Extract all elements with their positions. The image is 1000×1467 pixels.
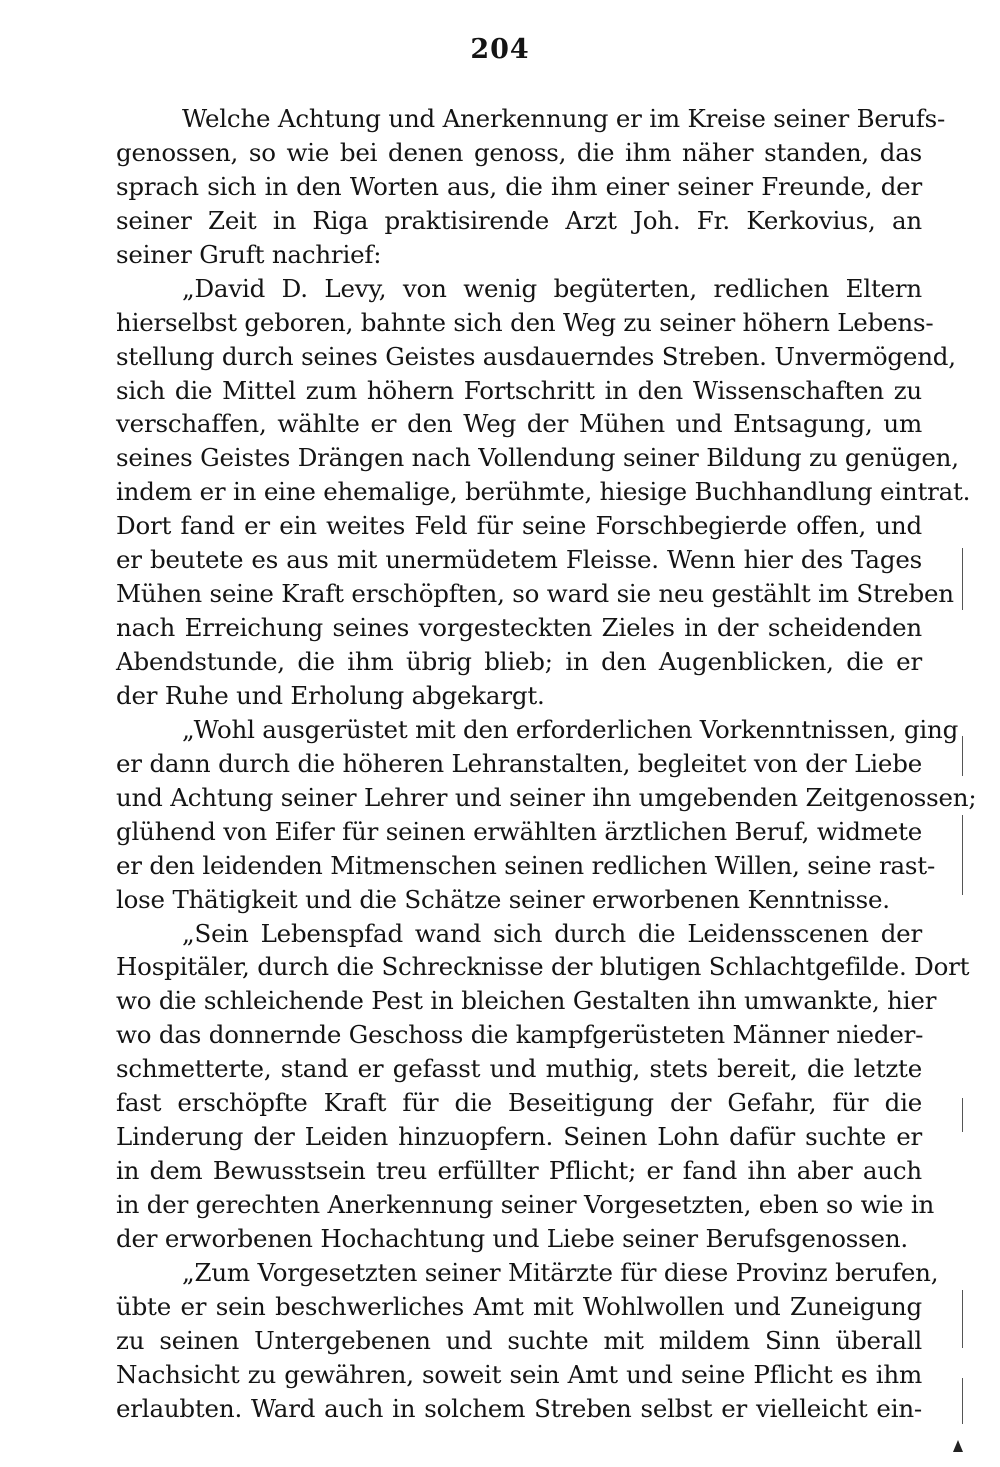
text-line: und Achtung seiner Lehrer und seiner ihn umgebenden Zeitgenossen;	[116, 782, 977, 812]
scan-margin-mark	[962, 1290, 963, 1348]
text-line: genossen, so wie bei denen genoss, die ihm näher standen, das	[116, 137, 922, 167]
text-line: „David D. Levy, von wenig begüterten, redlichen Eltern	[182, 273, 922, 303]
text-line: erlaubten. Ward auch in solchem Streben selbst er vielleicht ein-	[116, 1393, 922, 1423]
scan-margin-mark	[962, 736, 963, 776]
text-line: sprach sich in den Worten aus, die ihm einer seiner Freunde, der	[116, 171, 922, 201]
body-text	[116, 102, 977, 1426]
text-line: wo das donnernde Geschoss die kampfgerüsteten Männer nieder-	[116, 1020, 924, 1050]
text-line: lose Thätigkeit und die Schätze seiner erworbenen Kenntnisse.	[116, 884, 890, 914]
text-line: Nachsicht zu gewähren, soweit sein Amt und seine Pflicht es ihm	[116, 1359, 922, 1389]
text-line: Linderung der Leiden hinzuopfern. Seinen Lohn dafür suchte er	[116, 1122, 922, 1152]
scan-margin-mark	[962, 1378, 963, 1424]
scan-corner-mark	[953, 1440, 963, 1452]
text-line: Mühen seine Kraft erschöpften, so ward sie neu gestählt im Streben	[116, 579, 954, 609]
text-line: Dort fand er ein weites Feld für seine Forschbegierde offen, und	[116, 511, 922, 541]
text-line: sich die Mittel zum höhern Fortschritt in den Wissenschaften zu	[116, 375, 922, 405]
text-line: in dem Bewusstsein treu erfüllter Pflicht; er fand ihn aber auch	[116, 1156, 922, 1186]
text-line: wo die schleichende Pest in bleichen Gestalten ihn umwankte, hier	[116, 986, 937, 1016]
text-line: in der gerechten Anerkennung seiner Vorgesetzten, eben so wie in	[116, 1190, 935, 1219]
text-line: seiner Gruft nachrief:	[116, 239, 382, 269]
text-line: Welche Achtung und Anerkennung er im Kreise seiner Berufs-	[182, 104, 946, 133]
page-number: 204	[470, 34, 530, 65]
text-line: verschaffen, wählte er den Weg der Mühen und Entsagung, um	[116, 409, 922, 439]
text-line: er beutete es aus mit unermüdetem Fleisse. Wenn hier des Tages	[116, 545, 922, 575]
text-line: er den leidenden Mitmenschen seinen redlichen Willen, seine rast-	[116, 850, 936, 880]
text-line: „Sein Lebenspfad wand sich durch die Leidensscenen der	[182, 918, 922, 948]
text-line: nach Erreichung seines vorgesteckten Zieles in der scheidenden	[116, 613, 922, 643]
text-line: „Zum Vorgesetzten seiner Mitärzte für diese Provinz berufen,	[182, 1257, 939, 1287]
scan-margin-mark	[962, 548, 963, 610]
text-line: übte er sein beschwerliches Amt mit Wohlwollen und Zuneigung	[116, 1291, 922, 1321]
text-line: der erworbenen Hochachtung und Liebe seiner Berufsgenossen.	[116, 1223, 908, 1253]
text-line: zu seinen Untergebenen und suchte mit mildem Sinn überall	[116, 1325, 922, 1355]
text-line: Abendstunde, die ihm übrig blieb; in den Augenblicken, die er	[116, 647, 922, 676]
text-line: glühend von Eifer für seinen erwählten ärztlichen Beruf, widmete	[116, 816, 923, 846]
text-line: Hospitäler, durch die Schrecknisse der blutigen Schlachtgefilde. Dort	[116, 952, 970, 982]
text-line: er dann durch die höheren Lehranstalten, begleitet von der Liebe	[116, 748, 922, 778]
text-line: „Wohl ausgerüstet mit den erforderlichen Vorkenntnissen, ging	[182, 714, 959, 744]
text-line: schmetterte, stand er gefasst und muthig, stets bereit, die letzte	[116, 1054, 922, 1084]
text-line: indem er in eine ehemalige, berühmte, hiesige Buchhandlung eintrat.	[116, 477, 971, 507]
text-line: der Ruhe und Erholung abgekargt.	[116, 680, 545, 710]
text-line: seiner Zeit in Riga praktisirende Arzt Joh. Fr. Kerkovius, an	[116, 205, 922, 235]
text-line: stellung durch seines Geistes ausdauerndes Streben. Unvermögend,	[116, 341, 956, 371]
scan-margin-mark	[962, 815, 963, 895]
text-line: seines Geistes Drängen nach Vollendung seiner Bildung zu genügen,	[116, 443, 959, 473]
text-line: hierselbst geboren, bahnte sich den Weg zu seiner höhern Lebens-	[116, 307, 934, 337]
text-line: fast erschöpfte Kraft für die Beseitigung der Gefahr, für die	[116, 1088, 922, 1118]
scan-margin-mark	[962, 1098, 963, 1132]
